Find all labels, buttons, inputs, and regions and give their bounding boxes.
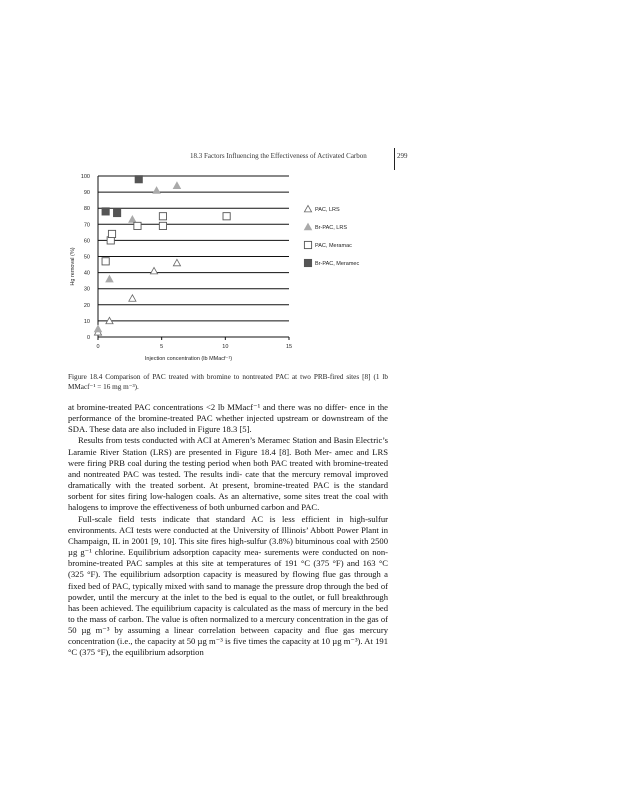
y-tick-label: 80 <box>83 206 90 213</box>
data-point <box>153 187 160 193</box>
y-tick-label: 60 <box>83 238 90 245</box>
data-point <box>173 259 180 265</box>
data-point <box>106 275 113 281</box>
y-tick-label: 90 <box>83 190 90 197</box>
y-tick-label: 10 <box>83 318 90 325</box>
paragraph-3: Full-scale field tests indicate that standard AC is less efficient in high-sulfur environments. ACI tests were conducted at the University of Illinois’ Abbott Power Plant in Champaign, IL in 2001 [9, 10]. This site fires high-sulfur (3.8%) bituminous coal with 2500 µg g⁻¹ chlorine. Equilibrium adsorption capacity mea- surements were conducted on non-bromine-treated PAC samples at this site at temperatures of 191 °C (375 °F) and 163 °C (325 °F). The equilibrium adsorption capacity is measured by flowing flue gas through a fixed bed of PAC, typically mixed with sand to manage the pressure drop through the bed of powder, until the mercury at the inlet to the bed is equal to the outlet, or full breakthrough has been achieved. The equilibrium capacity is calculated as the mass of mercury in the bed to the mass of carbon. The value is often normalized to a mercury concentration in the gas of 50 µg m⁻³ by assuming a linear correlation between capacity and flue gas mercury concentration (i.e., the capacity at 50 µg m⁻³ is five times the capacity at 10 µg m⁻³). At 191 °C (375 °F), the equilibrium adsorption <box>68 513 388 658</box>
legend-marker <box>304 223 311 229</box>
data-point <box>159 222 166 229</box>
x-tick-label: 0 <box>96 344 100 350</box>
data-point <box>102 258 109 265</box>
x-tick-label: 5 <box>160 344 164 350</box>
data-point <box>173 182 180 188</box>
data-point <box>114 209 121 216</box>
x-tick-label: 15 <box>285 344 293 350</box>
data-point <box>129 216 136 222</box>
x-axis-label: Injection concentration (lb MMacf⁻¹) <box>144 356 233 362</box>
section-title: 18.3 Factors Influencing the Effectiveness of Activated Carbon <box>190 152 367 160</box>
legend-label: Br-PAC, LRS <box>315 225 347 231</box>
data-point <box>102 208 109 215</box>
y-tick-label: 100 <box>80 174 90 180</box>
legend-marker <box>304 259 311 266</box>
body-text <box>68 402 388 659</box>
legend-marker <box>304 205 311 211</box>
figure-caption: Figure 18.4 Comparison of PAC treated with bromine to nontreated PAC at two PRB-fired sites [8] (1 lb MMacf⁻¹ = 16 mg m⁻³). <box>68 373 388 391</box>
data-point <box>223 213 230 220</box>
data-point <box>159 213 166 220</box>
y-tick-label: 40 <box>83 270 90 277</box>
header-divider <box>394 148 395 170</box>
y-tick-label: 50 <box>83 254 90 261</box>
data-point <box>129 295 136 301</box>
legend-marker <box>304 241 311 248</box>
data-point <box>134 222 141 229</box>
running-header <box>190 152 408 160</box>
legend-label: PAC, Meramac <box>315 243 352 249</box>
page-number: 299 <box>397 152 408 160</box>
y-tick-label: 70 <box>83 222 90 229</box>
figure-18-4-chart <box>56 170 476 370</box>
y-tick-label: 30 <box>83 286 90 293</box>
legend-label: Br-PAC, Meramec <box>315 261 360 267</box>
legend-label: PAC, LRS <box>315 207 340 213</box>
data-point <box>150 267 157 273</box>
paragraph-2: Results from tests conducted with ACI at Ameren’s Meramec Station and Basin Electric’s Laramie River Station (LRS) are presented in Figure 18.4 [8]. Both Mer- amec and LRS were firing PRB coal during the testing period when both PAC treated with bromine-treated and nontreated PAC was tested. The results indi- cate that the mercury removal improved dramatically with the treated sorbent. At present, bromine-treated PAC is the standard sorbent for sites firing low-halogen coals. As an alternative, some sites treat the coal with halogens to improve the effectiveness of both unburned carbon and PAC. <box>68 435 388 513</box>
x-tick-label: 10 <box>222 344 229 350</box>
data-point <box>94 325 101 331</box>
y-tick-label: 20 <box>83 302 90 309</box>
paragraph-1: at bromine-treated PAC concentrations <2 lb MMacf⁻¹ and there was no differ- ence in the performance of the bromine-treated PAC whether injected upstream or downstream of the SDA. These data are also included in Figure 18.3 [5]. <box>68 402 388 435</box>
data-point <box>135 176 142 183</box>
y-tick-label: 0 <box>86 335 90 341</box>
y-axis-label: Hg removal (%) <box>70 247 76 286</box>
data-point <box>108 230 115 237</box>
